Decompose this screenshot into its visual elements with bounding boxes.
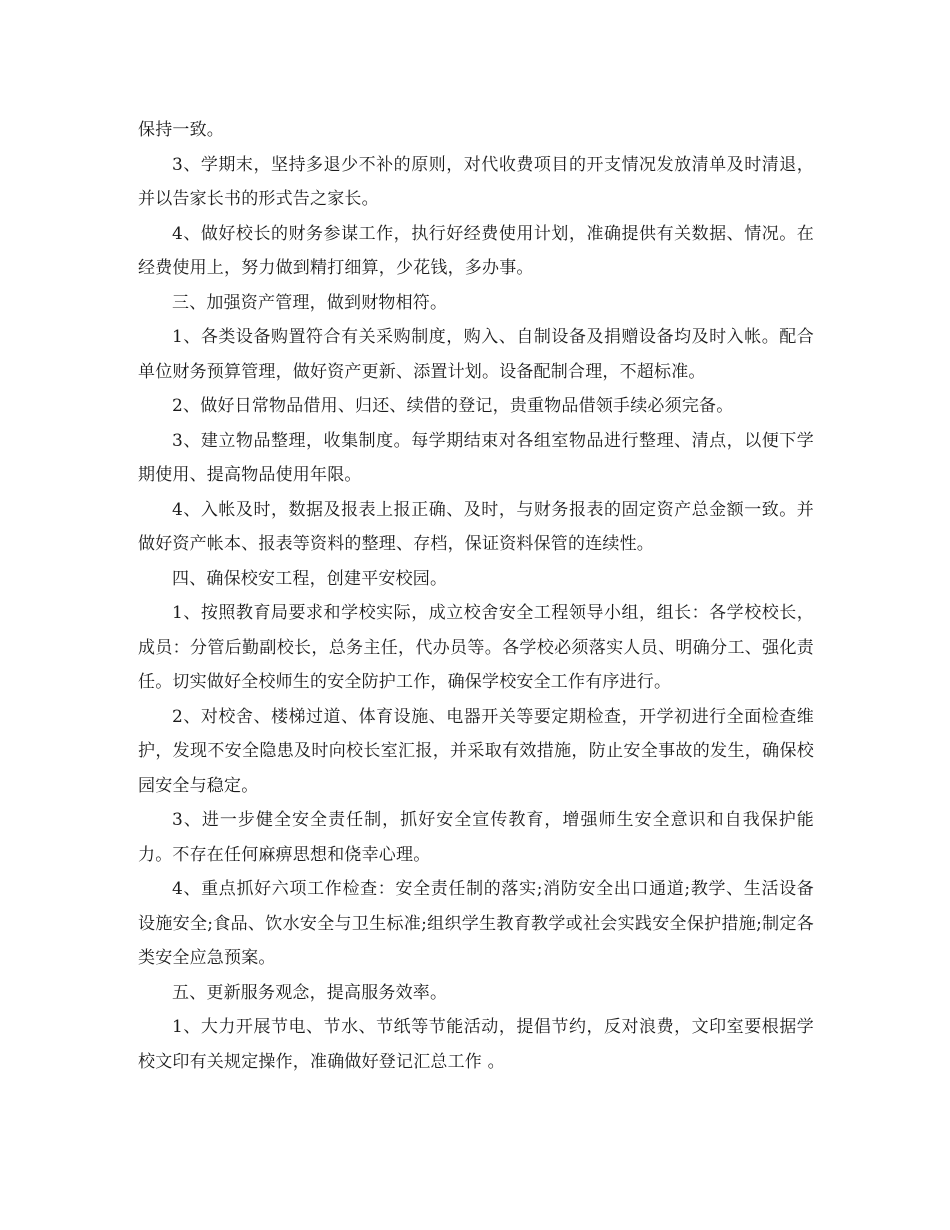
paragraph-safety-team: 1、按照教育局要求和学校实际，成立校舍安全工程领导小组，组长：各学校校长，成员：分管后勤副校长，总务主任，代办员等。各学校必须落实人员、明确分工、强化责任。切实做好全校师生的安全防护工作，确保学校安全工作有序进行。 [138,603,814,692]
paragraph-item-borrowing: 2、做好日常物品借用、归还、续借的登记，贵重物品借领手续必须完备。 [172,396,734,416]
paragraph-six-inspections: 4、重点抓好六项工作检查：安全责任制的落实;消防安全出口通道;教学、生活设备设施安全;食品、饮水安全与卫生标准;组织学生教育教学或社会实践安全保护措施;制定各类安全应急预案。 [138,879,814,968]
paragraph-finance-advisor: 4、做好校长的财务参谋工作，执行好经费使用计划，准确提供有关数据、情况。在经费使用上，努力做到精打细算，少花钱，多办事。 [138,223,814,278]
paragraph-end-of-term-refund: 3、学期末，坚持多退少不补的原则，对代收费项目的开支情况发放清单及时清退，并以告家长书的形式告之家长。 [138,154,814,209]
paragraph-energy-saving: 1、大力开展节电、节水、节纸等节能活动，提倡节约，反对浪费，文印室要根据学校文印有关规定操作，准确做好登记汇总工作 。 [138,1017,814,1072]
heading-service-concept: 五、更新服务观念，提高服务效率。 [172,982,448,1003]
paragraph-facility-inspection: 2、对校舍、楼梯过道、体育设施、电器开关等要定期检查，开学初进行全面检查维护，发现不安全隐患及时向校长室汇报，并采取有效措施，防止安全事故的发生，确保校园安全与稳定。 [138,706,814,796]
paragraph-continuation: 保持一致。 [138,120,224,140]
document-body [138,113,814,1079]
paragraph-safety-responsibility: 3、进一步健全安全责任制，抓好安全宣传教育，增强师生安全意识和自我保护能力。不存在任何麻痹思想和侥幸心理。 [138,810,814,865]
heading-asset-management: 三、加强资产管理，做到财物相符。 [172,292,448,313]
paragraph-item-organization: 3、建立物品整理，收集制度。每学期结束对各组室物品进行整理、清点，以便下学期使用、提高物品使用年限。 [138,430,814,485]
paragraph-equipment-purchase: 1、各类设备购置符合有关采购制度，购入、自制设备及捐赠设备均及时入帐。配合单位财务预算管理，做好资产更新、添置计划。设备配制合理，不超标准。 [138,327,814,382]
heading-campus-safety: 四、确保校安工程，创建平安校园。 [172,568,448,589]
paragraph-accounting-timely: 4、入帐及时，数据及报表上报正确、及时，与财务报表的固定资产总金额一致。并做好资产帐本、报表等资料的整理、存档，保证资料保管的连续性。 [138,499,814,554]
